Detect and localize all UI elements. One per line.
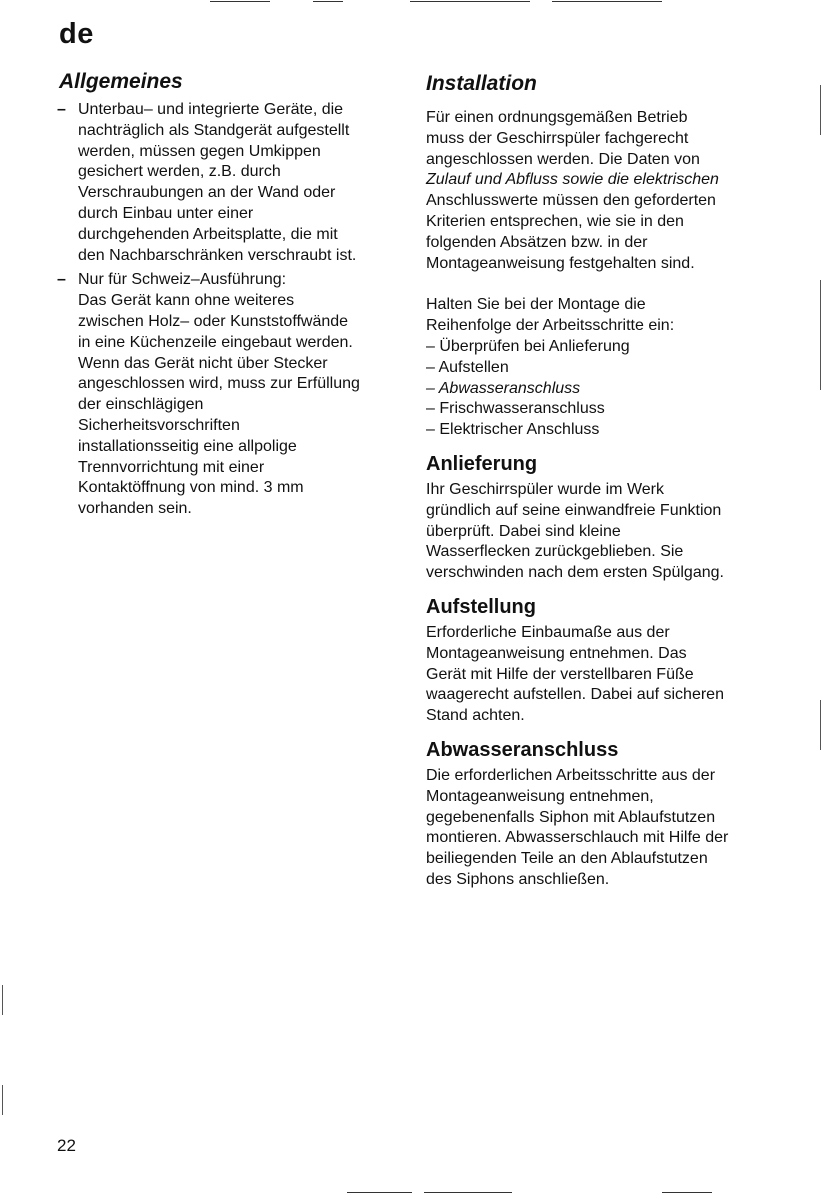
text-line: gesichert werden, z.B. durch bbox=[78, 163, 281, 181]
text-line: Kontaktöffnung von mind. 3 mm bbox=[78, 479, 304, 497]
aufstellung-body bbox=[426, 623, 771, 727]
text-line: angeschlossen werden. Die Daten von bbox=[426, 150, 700, 168]
list-item: – Überprüfen bei Anlieferung bbox=[426, 337, 630, 355]
scan-rule-top-4 bbox=[552, 1, 662, 2]
text-line: Kriterien entsprechen, wie sie in den bbox=[426, 212, 684, 230]
text-line: Wenn das Gerät nicht über Stecker bbox=[78, 354, 328, 372]
text-line: Sicherheitsvorschriften bbox=[78, 416, 240, 434]
text-line: Gerät mit Hilfe der verstellbaren Füße bbox=[426, 665, 694, 683]
scan-rule-bottom-3 bbox=[662, 1192, 712, 1193]
text-line: Montageanweisung festgehalten sind. bbox=[426, 254, 695, 272]
text-line: nachträglich als Standgerät aufgestellt bbox=[78, 121, 350, 139]
scan-rule-bottom-2 bbox=[424, 1192, 512, 1193]
text-line: in eine Küchenzeile eingebaut werden. bbox=[78, 333, 353, 351]
text-line: Verschraubungen an der Wand oder bbox=[78, 184, 336, 202]
text-line: montieren. Abwasserschlauch mit Hilfe der bbox=[426, 829, 729, 847]
scan-rule-top-3 bbox=[410, 1, 530, 2]
page-number: 22 bbox=[57, 1136, 76, 1155]
text-line: Montageanweisung entnehmen. Das bbox=[426, 644, 687, 662]
steps-intro bbox=[426, 295, 771, 337]
list-item: – Abwasseranschluss bbox=[426, 379, 581, 397]
text-line: Stand achten. bbox=[426, 707, 525, 725]
text-line: zwischen Holz– oder Kunststoffwände bbox=[78, 312, 349, 330]
text-line: Die erforderlichen Arbeitsschritte aus der bbox=[426, 766, 716, 784]
scan-rule-bottom-1 bbox=[347, 1192, 412, 1193]
text-line: gegebenenfalls Siphon mit Ablaufstutzen bbox=[426, 808, 716, 826]
scan-edge-left-2 bbox=[2, 1085, 3, 1115]
text-line: Halten Sie bei der Montage die bbox=[426, 296, 646, 314]
bullet-dash: – bbox=[57, 271, 66, 289]
installation-intro bbox=[426, 108, 771, 274]
section-heading-aufstellung: Aufstellung bbox=[426, 595, 536, 618]
abwasseranschluss-body bbox=[426, 766, 771, 891]
text-line: Trennvorrichtung mit einer bbox=[78, 458, 265, 476]
text-line: muss der Geschirrspüler fachgerecht bbox=[426, 129, 689, 147]
text-line: installationsseitig eine allpolige bbox=[78, 437, 297, 455]
scan-edge-right-2 bbox=[820, 280, 821, 390]
text-line: Reihenfolge der Arbeitsschritte ein: bbox=[426, 317, 675, 335]
installation-steps-list bbox=[426, 337, 771, 441]
text-line: vorhanden sein. bbox=[78, 500, 192, 518]
text-line: angeschlossen wird, muss zur Erfüllung bbox=[78, 375, 360, 393]
list-item: – Frischwasseranschluss bbox=[426, 400, 605, 418]
text-line: Anschlusswerte müssen den geforderten bbox=[426, 192, 716, 210]
text-line: werden, müssen gegen Umkippen bbox=[78, 142, 321, 160]
scan-edge-left-1 bbox=[2, 985, 3, 1015]
text-line: verschwinden nach dem ersten Spülgang. bbox=[426, 564, 724, 582]
bullet-dash: – bbox=[57, 101, 66, 118]
text-line: beiliegenden Teile an den Ablaufstutzen bbox=[426, 850, 708, 868]
text-line: durch Einbau unter einer bbox=[78, 204, 254, 222]
left-column bbox=[59, 70, 399, 524]
text-line: Ihr Geschirrspüler wurde im Werk bbox=[426, 480, 664, 498]
section-title-allgemeines: Allgemeines bbox=[59, 70, 183, 93]
text-line: waagerecht aufstellen. Dabei auf sicheren bbox=[426, 686, 724, 704]
scan-rule-top-2 bbox=[313, 1, 343, 2]
text-line: Erforderliche Einbaumaße aus der bbox=[426, 623, 670, 641]
text-line: Unterbau– und integrierte Geräte, die bbox=[78, 101, 344, 118]
text-line: den Nachbarschränken verschraubt ist. bbox=[78, 246, 357, 264]
section-title-installation: Installation bbox=[426, 72, 537, 95]
section-heading-abwasseranschluss: Abwasseranschluss bbox=[426, 738, 619, 761]
text-line: Montageanweisung entnehmen, bbox=[426, 787, 654, 805]
text-line: Für einen ordnungsgemäßen Betrieb bbox=[426, 109, 688, 126]
text-line: des Siphons anschließen. bbox=[426, 870, 610, 888]
text-line: Wasserflecken zurückgeblieben. Sie bbox=[426, 543, 684, 561]
list-item: – Aufstellen bbox=[426, 358, 509, 376]
section-heading-anlieferung: Anlieferung bbox=[426, 452, 538, 475]
scan-rule-top-1 bbox=[210, 1, 270, 2]
bullet-item bbox=[59, 100, 399, 266]
language-tag: de bbox=[59, 18, 94, 50]
scan-edge-right-1 bbox=[820, 85, 821, 135]
bullet-item bbox=[59, 270, 399, 520]
list-item: – Elektrischer Anschluss bbox=[426, 421, 600, 439]
text-line: folgenden Absätzen bzw. in der bbox=[426, 233, 648, 251]
text-line: gründlich auf seine einwandfreie Funktion bbox=[426, 501, 722, 519]
text-line: Nur für Schweiz–Ausführung: bbox=[78, 271, 287, 289]
anlieferung-body bbox=[426, 480, 771, 584]
scan-edge-right-3 bbox=[820, 700, 821, 750]
general-bullet-list bbox=[59, 100, 399, 520]
text-line: Zulauf und Abfluss sowie die elektrischen bbox=[426, 171, 719, 189]
right-column bbox=[426, 70, 771, 891]
text-line: überprüft. Dabei sind kleine bbox=[426, 522, 621, 540]
text-line: der einschlägigen bbox=[78, 396, 204, 414]
text-line: Das Gerät kann ohne weiteres bbox=[78, 292, 295, 310]
paragraph-gap bbox=[426, 274, 771, 295]
text-line: durchgehenden Arbeitsplatte, die mit bbox=[78, 225, 338, 243]
